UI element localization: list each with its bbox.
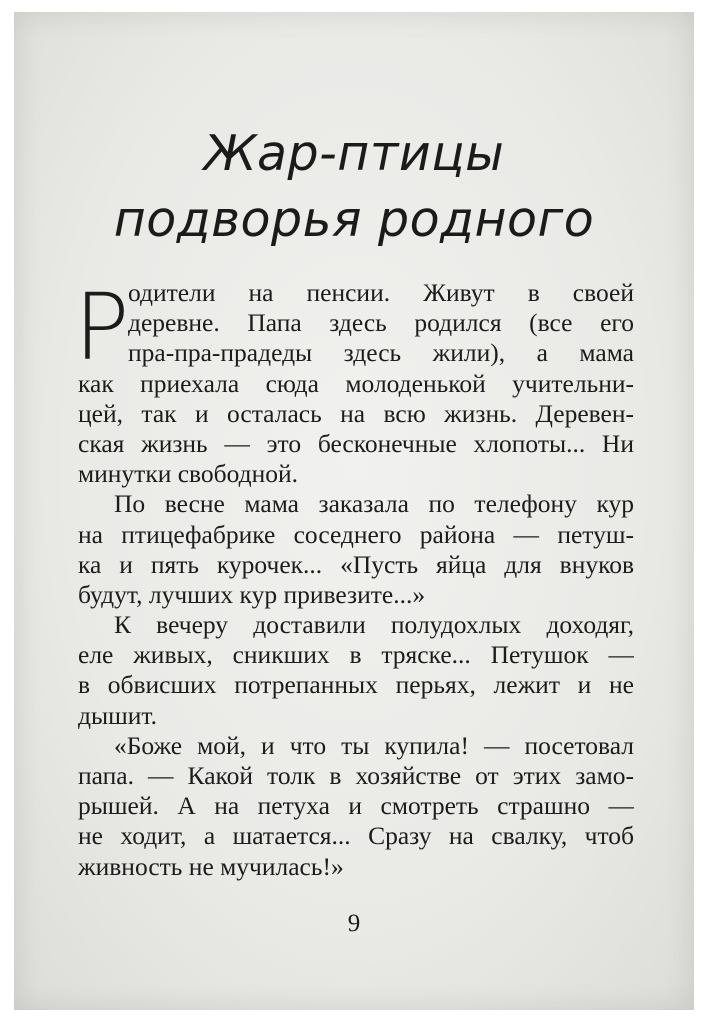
text-line: одители на пенсии. Живут в своей	[128, 278, 634, 307]
body-text	[74, 274, 634, 882]
paragraph-3	[78, 610, 634, 731]
text-line: деревне. Папа здесь родился (все его	[128, 308, 634, 338]
text-line: живность не мучилась!»	[78, 851, 344, 881]
book-page	[14, 12, 694, 1010]
text-line: на птицефабрике соседнего района — петуш-	[78, 519, 634, 549]
paragraph-4	[78, 731, 634, 882]
text-line: рышей. А на петуха и смотреть страшно —	[78, 791, 634, 821]
paragraph-1	[78, 278, 634, 489]
text-line: дышит.	[78, 700, 157, 730]
text-line: будут, лучших кур привезите...»	[78, 579, 426, 609]
text-line: минутки свободной.	[78, 459, 299, 489]
text-line: в обвисших потрепанных перьях, лежит и не	[78, 670, 634, 700]
text-line: пра-пра-прадеды здесь жили), а мама	[128, 338, 634, 368]
drop-cap: Р	[74, 274, 130, 381]
text-line: не ходит, а шатается... Сразу на свалку, чтоб	[78, 821, 634, 851]
text-line: как приехала сюда молоденькой учительни-	[78, 368, 634, 398]
text-line: папа. — Какой толк в хозяйстве от этих замо-	[78, 761, 634, 790]
text-line: ка и пять курочек... «Пусть яйца для внуков	[78, 549, 634, 579]
text-line: По весне мама заказала по телефону кур	[114, 489, 634, 519]
paragraph-2	[78, 489, 634, 610]
text-line: «Боже мой, и что ты купила! — посетовал	[114, 730, 634, 760]
chapter-title-line-1: Жар-птицы	[203, 125, 505, 182]
text-line: цей, так и осталась на всю жизнь. Деревен-	[78, 398, 634, 428]
page-number: 9	[347, 910, 361, 937]
text-line: ская жизнь — это бесконечные хлопоты... Ни	[78, 428, 634, 458]
chapter-title-line-2: подворья родного	[113, 191, 595, 248]
text-line: еле живых, сникших в тряске... Петушок —	[78, 640, 634, 670]
text-line: К вечеру доставили полудохлых доходяг,	[114, 610, 634, 640]
